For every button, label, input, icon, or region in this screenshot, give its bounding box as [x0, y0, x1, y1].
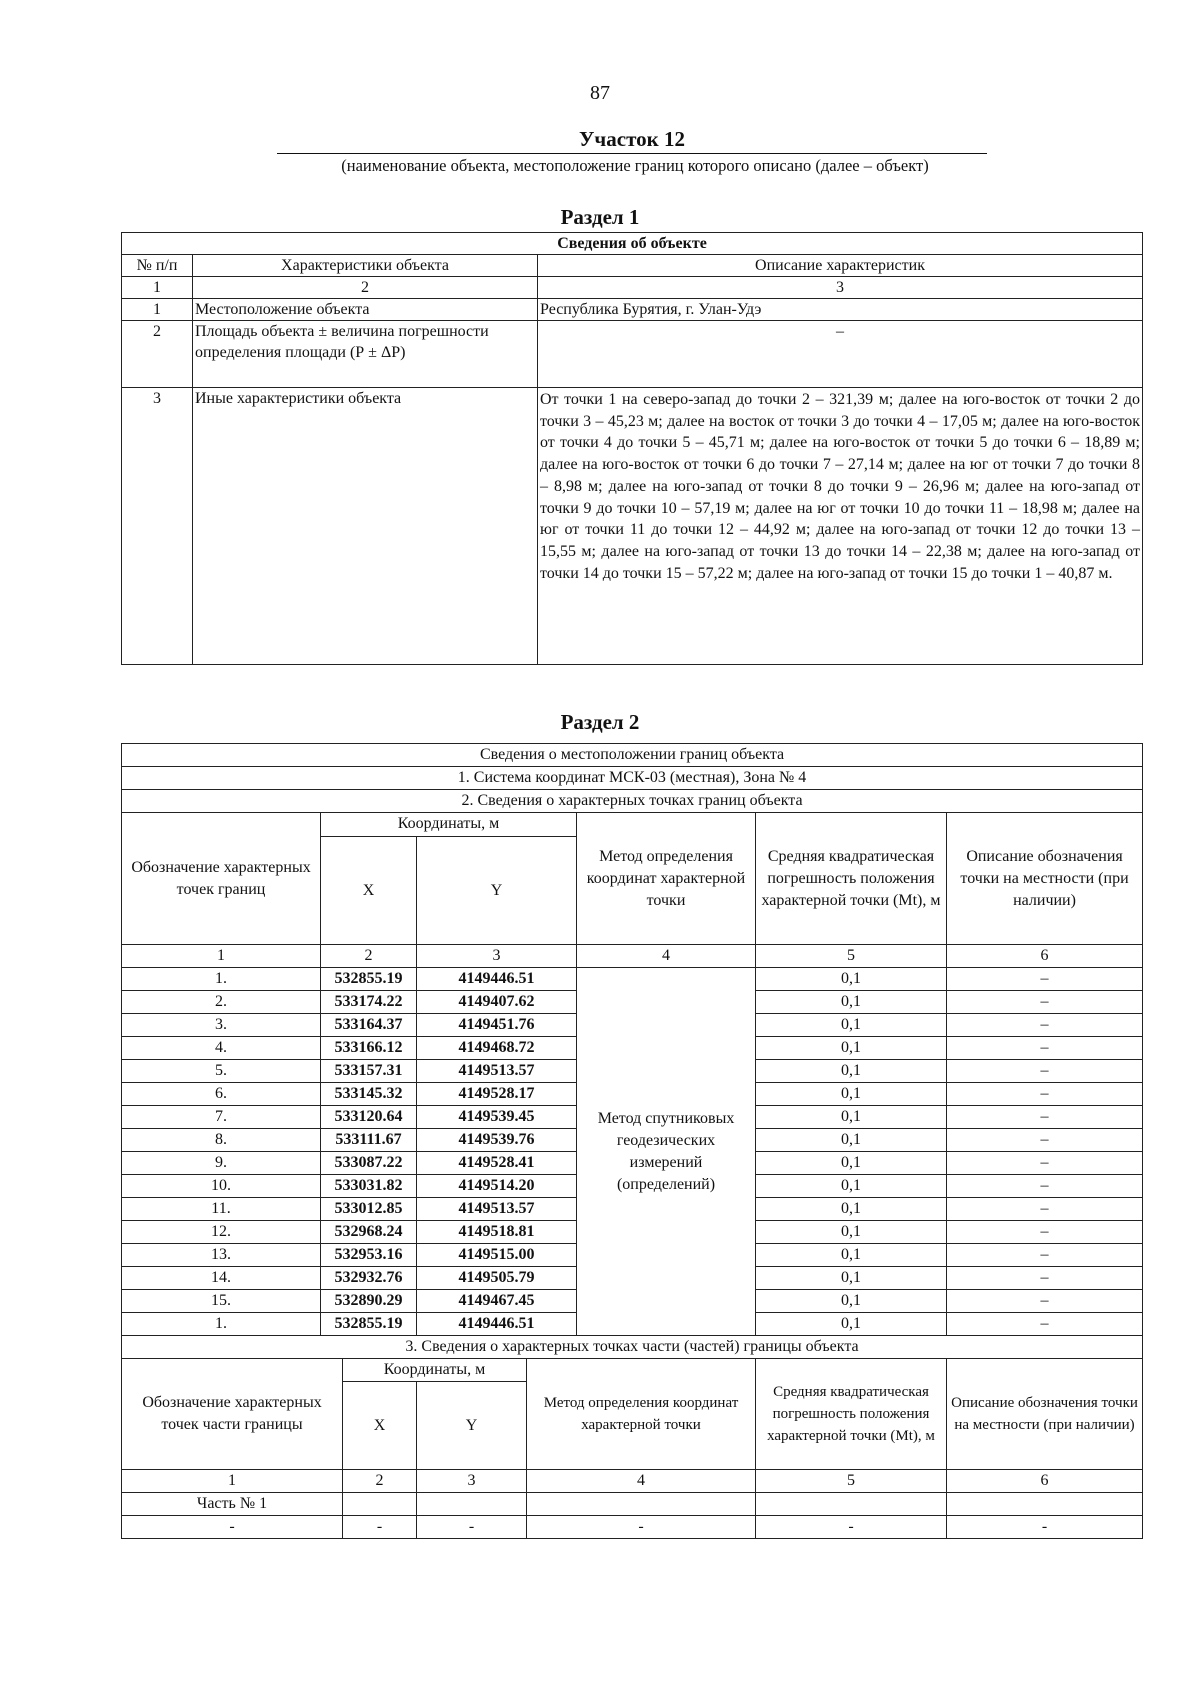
point-y: 4149446.51	[417, 968, 577, 991]
table-row	[122, 299, 1143, 321]
row-name: Местоположение объекта	[193, 299, 538, 321]
point-x: 533031.82	[321, 1175, 417, 1198]
point-y: 4149467.45	[417, 1290, 577, 1313]
row-number: 3	[122, 388, 193, 665]
object-title: Участок 12	[277, 126, 987, 154]
part-label: Часть № 1	[122, 1493, 343, 1516]
table-row	[122, 1516, 1143, 1539]
col-header-x: X	[321, 837, 417, 945]
point-y: 4149528.41	[417, 1152, 577, 1175]
empty-cell	[417, 1493, 527, 1516]
point-description: –	[947, 1267, 1143, 1290]
point-description: –	[947, 1152, 1143, 1175]
col-header-characteristics: Характеристики объекта	[193, 255, 538, 277]
col-number: 2	[321, 945, 417, 968]
row-value: От точки 1 на северо-запад до точки 2 – 321,39 м; далее на юго-восток от точки 2 до точки 3 – 45,23 м; далее на восток от точки 3 до точки 4 – 17,05 м; далее на юго-восток от точки 4 до точки 5 – 45,71 м; далее на юго-восток от точки 5 до точки 6 – 18,89 м; далее на юго-восток от точки 6 до точки 7 – 27,14 м; далее на юг от точки 7 до точки 8 – 8,98 м; далее на юго-запад от точки 8 до точки 9 – 26,96 м; далее на юго-запад от точки 9 до точки 10 – 57,19 м; далее на юг от точки 10 до точки 11 – 18,98 м; далее на юг от точки 11 до точки 12 – 44,92 м; далее на юго-запад от точки 12 до точки 13 – 15,55 м; далее на юго-запад от точки 13 до точки 14 – 22,38 м; далее на юго-запад от точки 14 до точки 15 – 57,22 м; далее на юго-запад от точки 15 до точки 1 – 40,87 м.	[538, 388, 1143, 665]
col-number: 3	[538, 277, 1143, 299]
object-subtitle: (наименование объекта, местоположение границ которого описано (далее – объект)	[341, 156, 929, 175]
point-y: 4149513.57	[417, 1060, 577, 1083]
point-y: 4149515.00	[417, 1244, 577, 1267]
part-cell: -	[527, 1516, 756, 1539]
part-cell: -	[417, 1516, 527, 1539]
col-header-part-y: Y	[417, 1382, 527, 1470]
col-number: 5	[756, 945, 947, 968]
point-x: 533174.22	[321, 991, 417, 1014]
point-description: –	[947, 1083, 1143, 1106]
empty-cell	[947, 1493, 1143, 1516]
row-value: Республика Бурятия, г. Улан-Удэ	[538, 299, 1143, 321]
empty-cell	[527, 1493, 756, 1516]
col-header-error: Средняя квадратическая погрешность положения характерной точки (Mt), м	[756, 813, 947, 945]
row-number: 2	[122, 321, 193, 388]
point-error: 0,1	[756, 1037, 947, 1060]
point-number: 13.	[122, 1244, 321, 1267]
point-error: 0,1	[756, 1014, 947, 1037]
page-number: 87	[590, 82, 610, 104]
col-number: 3	[417, 1470, 527, 1493]
col-header-part-x: X	[343, 1382, 417, 1470]
col-header-part-description: Описание обозначения точки на местности (при наличии)	[947, 1359, 1143, 1470]
point-x: 533145.32	[321, 1083, 417, 1106]
point-description: –	[947, 1198, 1143, 1221]
point-error: 0,1	[756, 1175, 947, 1198]
point-x: 533111.67	[321, 1129, 417, 1152]
point-error: 0,1	[756, 1106, 947, 1129]
point-number: 7.	[122, 1106, 321, 1129]
point-number: 8.	[122, 1129, 321, 1152]
point-description: –	[947, 1060, 1143, 1083]
point-error: 0,1	[756, 991, 947, 1014]
point-error: 0,1	[756, 1129, 947, 1152]
col-number: 4	[527, 1470, 756, 1493]
point-y: 4149446.51	[417, 1313, 577, 1336]
point-description: –	[947, 1175, 1143, 1198]
point-description: –	[947, 1129, 1143, 1152]
point-error: 0,1	[756, 1152, 947, 1175]
point-y: 4149451.76	[417, 1014, 577, 1037]
point-number: 9.	[122, 1152, 321, 1175]
point-x: 533012.85	[321, 1198, 417, 1221]
point-x: 532855.19	[321, 968, 417, 991]
col-header-part-error: Средняя квадратическая погрешность положения характерной точки (Mt), м	[756, 1359, 947, 1470]
col-header-method: Метод определения координат характерной точки	[577, 813, 756, 945]
table-title: Сведения о местоположении границ объекта	[122, 744, 1143, 767]
col-number: 2	[193, 277, 538, 299]
point-y: 4149539.76	[417, 1129, 577, 1152]
row-value: –	[538, 321, 1143, 388]
point-number: 5.	[122, 1060, 321, 1083]
point-error: 0,1	[756, 1198, 947, 1221]
col-header-part-designation: Обозначение характерных точек части границы	[122, 1359, 343, 1470]
col-header-description: Описание характеристик	[538, 255, 1143, 277]
point-y: 4149539.45	[417, 1106, 577, 1129]
point-x: 532855.19	[321, 1313, 417, 1336]
point-x: 532932.76	[321, 1267, 417, 1290]
point-error: 0,1	[756, 1290, 947, 1313]
col-header-num: № п/п	[122, 255, 193, 277]
point-description: –	[947, 1037, 1143, 1060]
point-y: 4149407.62	[417, 991, 577, 1014]
section2-title: Раздел 2	[560, 710, 640, 734]
col-number: 1	[122, 1470, 343, 1493]
point-number: 4.	[122, 1037, 321, 1060]
point-y: 4149468.72	[417, 1037, 577, 1060]
table-row	[122, 321, 1143, 388]
point-number: 15.	[122, 1290, 321, 1313]
point-description: –	[947, 968, 1143, 991]
point-error: 0,1	[756, 1221, 947, 1244]
table-title: Сведения об объекте	[122, 233, 1143, 255]
col-header-y: Y	[417, 837, 577, 945]
point-error: 0,1	[756, 1313, 947, 1336]
point-error: 0,1	[756, 968, 947, 991]
point-x: 533120.64	[321, 1106, 417, 1129]
col-header-part-coords: Координаты, м	[343, 1359, 527, 1382]
col-header-designation: Обозначение характерных точек границ	[122, 813, 321, 945]
col-number: 2	[343, 1470, 417, 1493]
col-header-part-method: Метод определения координат характерной точки	[527, 1359, 756, 1470]
point-number: 12.	[122, 1221, 321, 1244]
point-error: 0,1	[756, 1083, 947, 1106]
points-section-title: 2. Сведения о характерных точках границ объекта	[122, 790, 1143, 813]
parts-section-title: 3. Сведения о характерных точках части (частей) границы объекта	[122, 1336, 1143, 1359]
point-error: 0,1	[756, 1244, 947, 1267]
point-number: 2.	[122, 991, 321, 1014]
point-method: Метод спутниковых геодезических измерений (определений)	[577, 968, 756, 1336]
point-description: –	[947, 1290, 1143, 1313]
col-number: 1	[122, 277, 193, 299]
col-number: 1	[122, 945, 321, 968]
point-description: –	[947, 991, 1143, 1014]
empty-cell	[756, 1493, 947, 1516]
point-error: 0,1	[756, 1267, 947, 1290]
point-number: 10.	[122, 1175, 321, 1198]
col-number: 6	[947, 1470, 1143, 1493]
point-description: –	[947, 1313, 1143, 1336]
point-x: 532968.24	[321, 1221, 417, 1244]
row-number: 1	[122, 299, 193, 321]
point-y: 4149528.17	[417, 1083, 577, 1106]
point-y: 4149505.79	[417, 1267, 577, 1290]
table-row	[122, 968, 1143, 991]
point-error: 0,1	[756, 1060, 947, 1083]
part-cell: -	[122, 1516, 343, 1539]
col-header-coords: Координаты, м	[321, 813, 577, 837]
point-number: 1.	[122, 968, 321, 991]
empty-cell	[343, 1493, 417, 1516]
row-name: Площадь объекта ± величина погрешности определения площади (Р ± ΔР)	[193, 321, 538, 388]
col-header-description: Описание обозначения точки на местности (при наличии)	[947, 813, 1143, 945]
point-description: –	[947, 1014, 1143, 1037]
part-cell: -	[343, 1516, 417, 1539]
col-number: 3	[417, 945, 577, 968]
boundary-points-table	[121, 743, 1143, 1539]
point-x: 533166.12	[321, 1037, 417, 1060]
point-x: 533157.31	[321, 1060, 417, 1083]
point-number: 3.	[122, 1014, 321, 1037]
row-name: Иные характеристики объекта	[193, 388, 538, 665]
point-number: 11.	[122, 1198, 321, 1221]
part-cell: -	[756, 1516, 947, 1539]
point-y: 4149518.81	[417, 1221, 577, 1244]
point-y: 4149513.57	[417, 1198, 577, 1221]
col-number: 6	[947, 945, 1143, 968]
point-number: 14.	[122, 1267, 321, 1290]
point-x: 532890.29	[321, 1290, 417, 1313]
point-description: –	[947, 1221, 1143, 1244]
point-description: –	[947, 1106, 1143, 1129]
col-number: 4	[577, 945, 756, 968]
point-x: 532953.16	[321, 1244, 417, 1267]
section1-title: Раздел 1	[560, 205, 640, 229]
point-x: 533164.37	[321, 1014, 417, 1037]
coord-system: 1. Система координат МСК-03 (местная), Зона № 4	[122, 767, 1143, 790]
table-row	[122, 388, 1143, 665]
point-description: –	[947, 1244, 1143, 1267]
point-number: 6.	[122, 1083, 321, 1106]
point-number: 1.	[122, 1313, 321, 1336]
part-cell: -	[947, 1516, 1143, 1539]
object-info-table	[121, 232, 1143, 665]
col-number: 5	[756, 1470, 947, 1493]
point-y: 4149514.20	[417, 1175, 577, 1198]
point-x: 533087.22	[321, 1152, 417, 1175]
